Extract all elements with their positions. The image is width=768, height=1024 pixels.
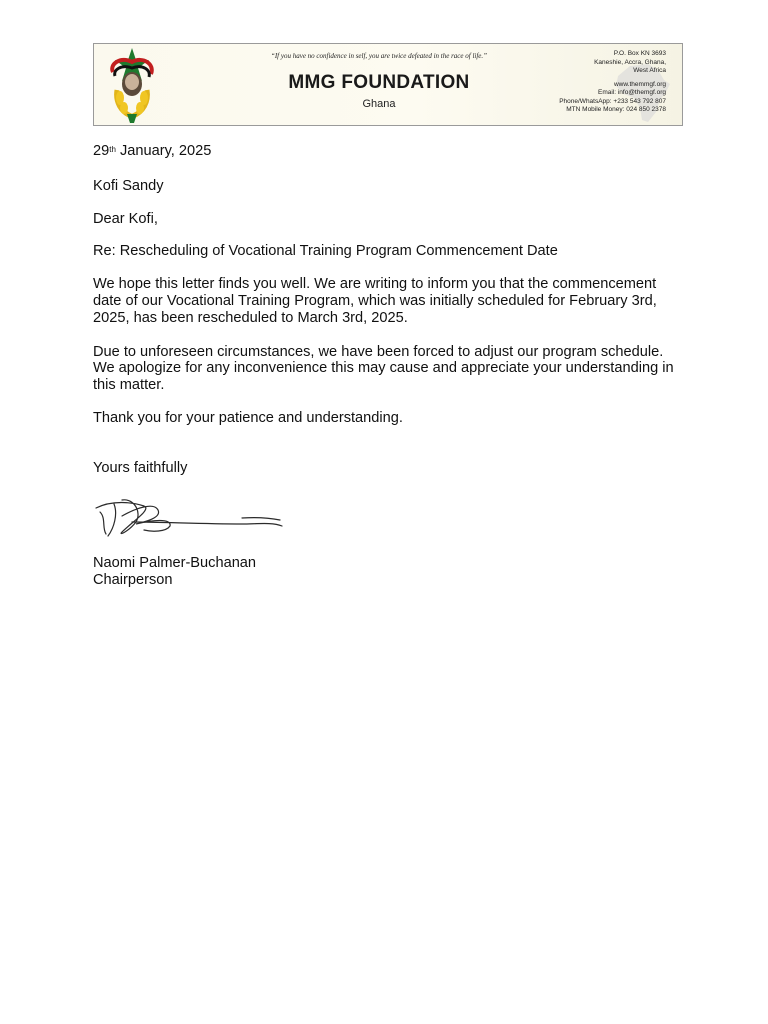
organization-name: MMG FOUNDATION bbox=[288, 72, 470, 93]
organization-country: Ghana bbox=[362, 98, 396, 110]
letter-date bbox=[93, 143, 678, 160]
date-suffix: th bbox=[109, 145, 116, 154]
region: West Africa bbox=[633, 67, 666, 74]
website: www.themmgf.org bbox=[613, 80, 666, 88]
paragraph-1: We hope this letter finds you well. We are writing to inform you that the commencement date of our Vocational Training Program, which was initially scheduled for February 3rd, 2025, has been rescheduled to March 3rd, 2025. bbox=[93, 276, 657, 326]
letterhead-quote: “If you have no confidence in self, you are twice defeated in the race of life.” bbox=[270, 52, 488, 60]
letterhead bbox=[93, 43, 683, 126]
email: Email: info@themgf.org bbox=[597, 89, 666, 96]
address-line: Kaneshie, Accra, Ghana, bbox=[594, 58, 666, 66]
contact-details bbox=[476, 50, 666, 115]
foundation-logo-icon bbox=[107, 46, 157, 124]
po-box: P.O. Box KN 3693 bbox=[613, 50, 666, 57]
signature-block bbox=[93, 555, 256, 589]
closing: Yours faithfully bbox=[93, 459, 188, 476]
salutation: Dear Kofi, bbox=[93, 210, 158, 227]
signer-title: Chairperson bbox=[93, 572, 173, 588]
date-rest: January, 2025 bbox=[115, 143, 212, 159]
recipient: Kofi Sandy bbox=[93, 177, 164, 194]
thanks-line: Thank you for your patience and understanding. bbox=[93, 409, 403, 426]
letter-body bbox=[93, 143, 678, 477]
signature-icon bbox=[92, 492, 292, 542]
phone: Phone/WhatsApp: +233 543 792 807 bbox=[559, 97, 666, 105]
subject-line: Re: Rescheduling of Vocational Training Program Commencement Date bbox=[93, 243, 558, 260]
date-day: 29 bbox=[93, 143, 110, 159]
paragraph-2: Due to unforeseen circumstances, we have been forced to adjust our program schedule. We apologize for any inconvenience this may cause and appreciate your understanding in this matter. bbox=[93, 343, 674, 394]
signer-name: Naomi Palmer-Buchanan bbox=[93, 555, 257, 571]
mobile-money: MTN Mobile Money: 024 850 2378 bbox=[566, 106, 666, 113]
